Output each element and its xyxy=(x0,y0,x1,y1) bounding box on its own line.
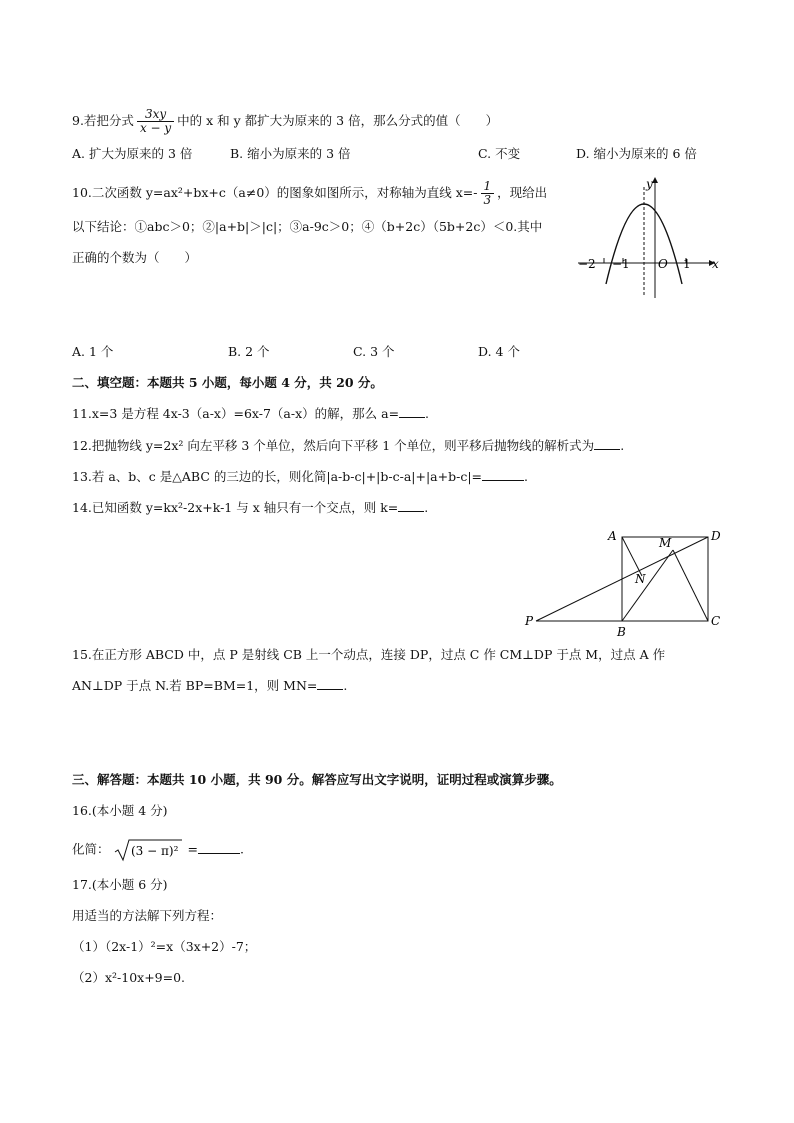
q17-title: 17.(本小题 6 分) xyxy=(72,877,168,892)
label-D: D xyxy=(711,529,721,543)
q13-text: 13.若 a、b、c 是△ABC 的三边的长，则化简|a-b-c|+|b-c-a|+|a+b-c|= xyxy=(72,469,483,484)
q9-prefix: 9.若把分式 xyxy=(72,113,134,128)
q10-option-b: B. 2 个 xyxy=(228,344,270,359)
label-M: M xyxy=(659,536,672,550)
q9-option-a: A. 扩大为原来的 3 倍 xyxy=(72,146,193,161)
segment-bm xyxy=(622,550,673,621)
q12-answer-blank xyxy=(594,437,620,450)
x-axis-label: x xyxy=(712,257,719,271)
q13-answer-blank xyxy=(482,468,524,481)
q9-option-d: D. 缩小为原来的 6 倍 xyxy=(576,146,697,161)
segment-an xyxy=(622,537,642,576)
question-14: 14.已知函数 y=kx²-2x+k-1 与 x 轴只有一个交点，则 k= . xyxy=(72,500,429,515)
origin-label: O xyxy=(658,257,668,271)
segment-cm xyxy=(673,550,708,621)
q17-part2: （2）x²-10x+9=0. xyxy=(72,970,186,985)
q9-frac-den: x − y xyxy=(137,121,174,135)
section-2-heading: 二、填空题：本题共 5 小题，每小题 4 分，共 20 分。 xyxy=(72,375,383,390)
label-B: B xyxy=(617,625,626,639)
q16-prefix: 化简： xyxy=(72,841,110,857)
q14-text: 14.已知函数 y=kx²-2x+k-1 与 x 轴只有一个交点，则 k= xyxy=(72,500,399,515)
q10-parabola-graph xyxy=(572,172,724,304)
q16-radicand: (3 − π)² xyxy=(130,844,178,858)
q9-option-b: B. 缩小为原来的 3 倍 xyxy=(230,146,351,161)
label-P: P xyxy=(525,614,534,628)
q12-text: 12.把抛物线 y=2x² 向左平移 3 个单位，然后向下平移 1 个单位，则平移后抛物线的解析式为 xyxy=(72,438,595,453)
section-3-heading: 三、解答题：本题共 10 小题，共 90 分。解答应写出文字说明，证明过程或演算步骤。 xyxy=(72,772,562,787)
q15-square-figure xyxy=(520,524,730,640)
q17-instruction: 用适当的方法解下列方程： xyxy=(72,908,223,923)
label-C: C xyxy=(711,614,721,628)
q9-fraction xyxy=(137,108,174,135)
sqrt-icon xyxy=(114,838,184,862)
question-13: 13.若 a、b、c 是△ABC 的三边的长，则化简|a-b-c|+|b-c-a|+|a+b-c|= . xyxy=(72,469,529,484)
q10-line2: 以下结论：①abc＞0；②|a+b|＞|c|；③a-9c＞0；④（b+2c）（5b+2c）＜0.其中 xyxy=(72,219,543,234)
q10-fraction xyxy=(481,180,495,207)
tick-neg1: −1 xyxy=(612,257,630,271)
question-9 xyxy=(72,108,498,135)
q15-answer-blank xyxy=(317,677,343,690)
question-16-body: 化简： (3 − π)² = . xyxy=(72,838,244,862)
q14-answer-blank xyxy=(398,499,424,512)
q9-option-c: C. 不变 xyxy=(478,146,521,161)
q11-text: 11.x=3 是方程 4x-3（a-x）=6x-7（a-x）的解，那么 a= xyxy=(72,406,400,421)
q10-option-a: A. 1 个 xyxy=(72,344,114,359)
question-12: 12.把抛物线 y=2x² 向左平移 3 个单位，然后向下平移 1 个单位，则平移后抛物线的解析式为 . xyxy=(72,438,625,453)
y-axis-label: y xyxy=(646,177,653,191)
q17-part1: （1）（2x-1）²=x（3x+2）-7； xyxy=(72,939,257,954)
q11-answer-blank xyxy=(399,405,425,418)
label-A: A xyxy=(608,529,617,543)
q15-line2-text: AN⊥DP 于点 N.若 BP=BM=1，则 MN= xyxy=(72,678,318,693)
tick-neg2: −2 xyxy=(578,257,596,271)
q10-frac-num: 1 xyxy=(483,179,492,193)
q9-frac-num: 3xy xyxy=(144,107,167,121)
q10-frac-den: 3 xyxy=(481,193,495,207)
q15-line1: 15.在正方形 ABCD 中，点 P 是射线 CB 上一个动点，连接 DP，过点 C 作 CM⊥DP 于点 M，过点 A 作 xyxy=(72,647,666,662)
question-15-line2: AN⊥DP 于点 N.若 BP=BM=1，则 MN= . xyxy=(72,678,348,693)
q9-suffix: 中的 x 和 y 都扩大为原来的 3 倍，那么分式的值（ ） xyxy=(177,113,499,128)
q10-option-d: D. 4 个 xyxy=(478,344,520,359)
label-N: N xyxy=(635,572,646,586)
q16-title: 16.(本小题 4 分) xyxy=(72,803,168,818)
q16-answer-blank xyxy=(198,841,240,854)
q16-equals: = xyxy=(187,841,198,857)
q10-line3: 正确的个数为（ ） xyxy=(72,250,198,265)
question-11: 11.x=3 是方程 4x-3（a-x）=6x-7（a-x）的解，那么 a= . xyxy=(72,406,430,421)
q10-line1-a: 10.二次函数 y=ax²+bx+c（a≠0）的图象如图所示，对称轴为直线 x=- xyxy=(72,185,478,200)
tick-1: 1 xyxy=(683,257,691,271)
q10-line1-b: ，现给出 xyxy=(497,185,548,200)
q10-option-c: C. 3 个 xyxy=(353,344,395,359)
question-10-line1 xyxy=(72,180,547,207)
